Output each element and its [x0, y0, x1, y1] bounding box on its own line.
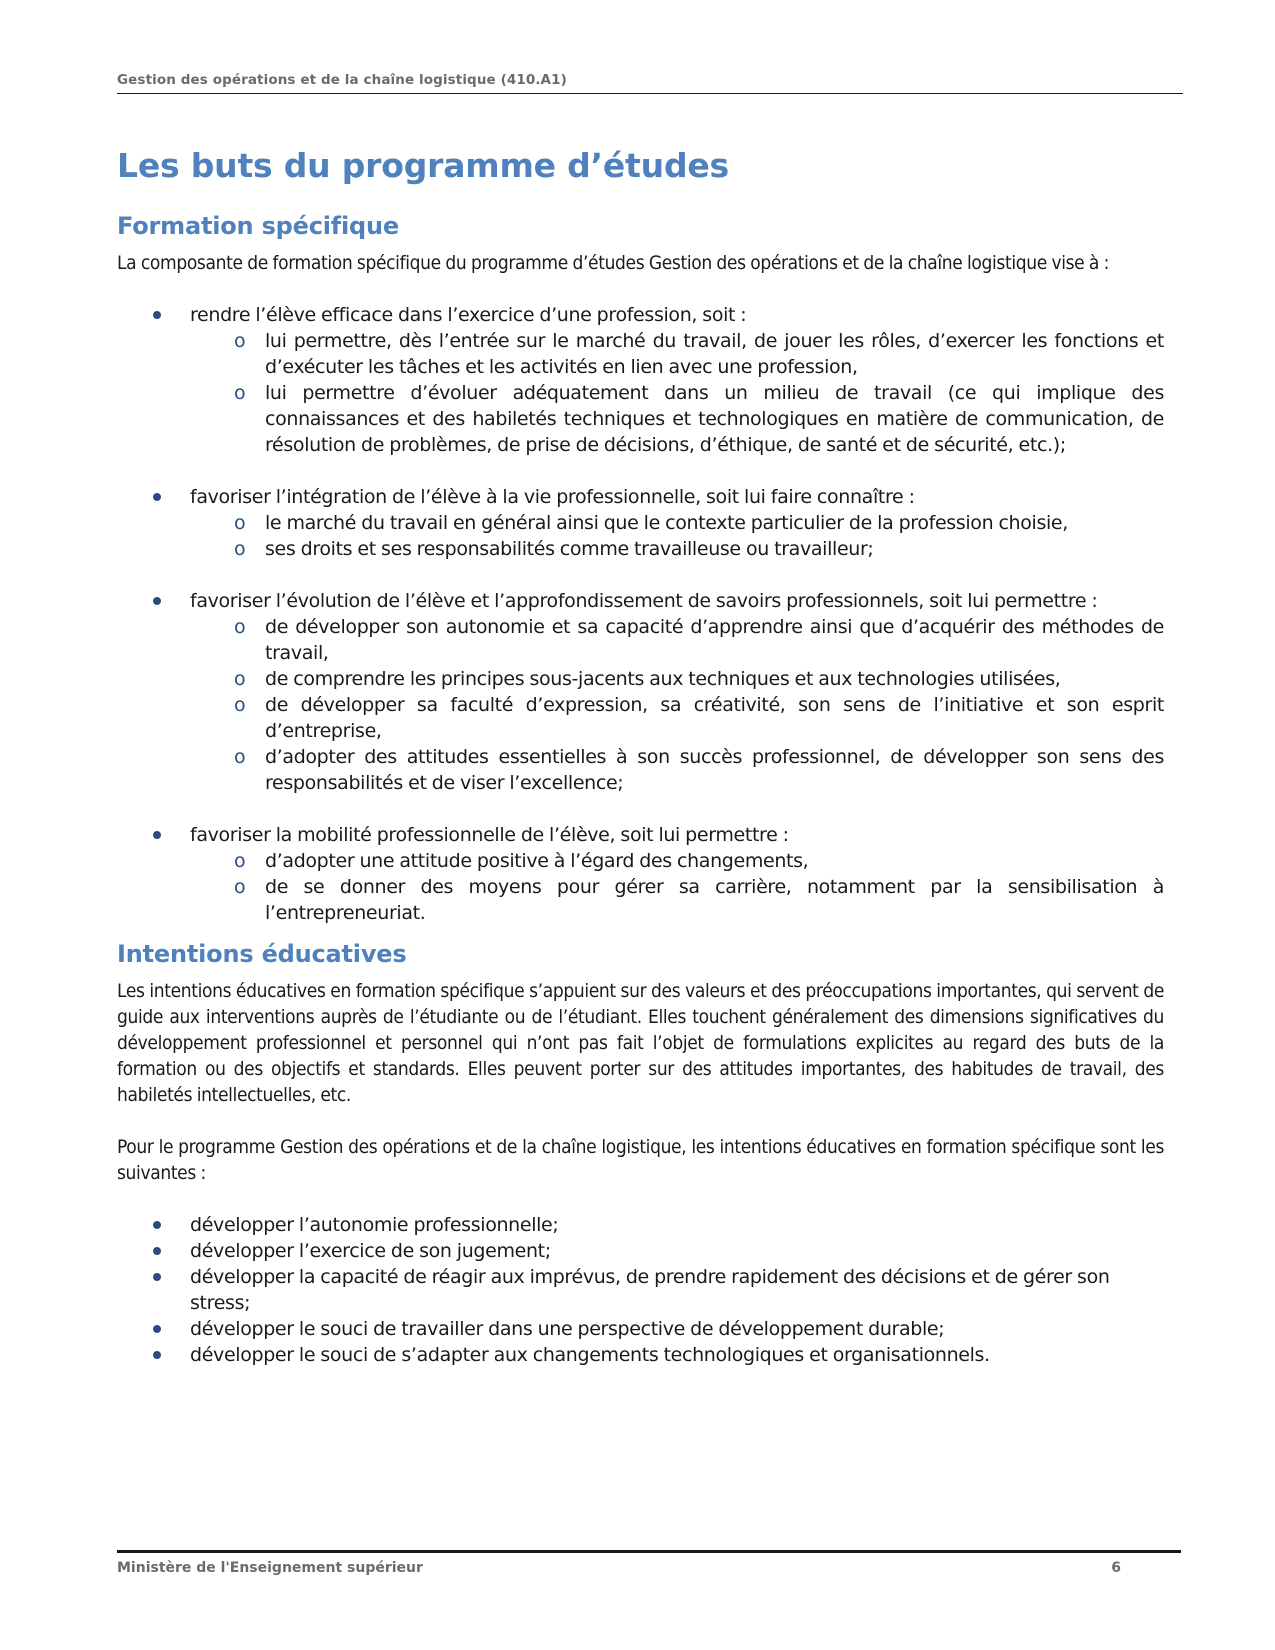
goal-subitem-text: d’adopter une attitude positive à l’égard des changements, [265, 850, 809, 872]
circle-bullet-icon: o [234, 876, 246, 898]
intention-item [117, 1212, 1164, 1238]
bullet-icon [153, 597, 161, 605]
intentions-list [117, 1212, 1164, 1368]
circle-bullet-icon: o [234, 668, 246, 690]
list-spacer [117, 458, 1164, 484]
intention-item-text: développer le souci de travailler dans une perspective de développement durable; [190, 1318, 945, 1340]
intention-item [117, 1316, 1164, 1342]
goal-subitem-text: lui permettre d’évoluer adéquatement dans un milieu de travail (ce qui implique des connaissances et des habiletés techniques et technologiques en matière de communication, de résolution de problèmes, de prise de décisions, d’éthique, de santé et de sécurité, etc.); [265, 382, 1164, 456]
circle-bullet-icon: o [234, 512, 246, 534]
bullet-icon [153, 311, 161, 319]
goal-subitem [190, 744, 1164, 796]
intention-item [117, 1238, 1164, 1264]
intention-item-text: développer le souci de s’adapter aux changements technologiques et organisationnels. [190, 1344, 990, 1366]
goal-subitem [190, 328, 1164, 380]
section1-intro: La composante de formation spécifique du programme d’études Gestion des opérations et de la chaîne logistique vise à : [117, 252, 1110, 274]
section2-paragraph-2: Pour le programme Gestion des opérations et de la chaîne logistique, les intentions éducatives en formation spécifique sont les suivantes : [117, 1136, 1164, 1184]
goal-item [117, 484, 1164, 562]
intention-item-text: développer l’autonomie professionnelle; [190, 1214, 559, 1236]
section2-paragraph-1: Les intentions éducatives en formation spécifique s’appuient sur des valeurs et des préoccupations importantes, qui servent de guide aux interventions auprès de l’étudiante ou de l’étudiant. Elles touchent généralement des dimensions significatives du développement professionnel et personnel qui n’ont pas fait l’objet de formulations explicites au regard des buts de la formation ou des objectifs et standards. Elles peuvent porter sur des attitudes importantes, des habitudes de travail, des habiletés intellectuelles, etc. [117, 980, 1164, 1106]
goal-item-text: favoriser l’intégration de l’élève à la vie professionnelle, soit lui faire connaître : [190, 486, 915, 508]
goal-sublist [190, 614, 1164, 796]
footer-organization: Ministère de l'Enseignement supérieur [117, 1560, 423, 1576]
page-title: Les buts du programme d’études [117, 146, 729, 185]
goal-sublist [190, 510, 1164, 562]
goal-item [117, 588, 1164, 796]
section-heading-intentions-educatives: Intentions éducatives [117, 940, 407, 968]
intention-item-text: développer l’exercice de son jugement; [190, 1240, 551, 1262]
circle-bullet-icon: o [234, 538, 246, 560]
goal-item-text: rendre l’élève efficace dans l’exercice d’une profession, soit : [190, 304, 747, 326]
intention-item [117, 1264, 1164, 1316]
goal-item [117, 822, 1164, 926]
circle-bullet-icon: o [234, 850, 246, 872]
goal-subitem-text: le marché du travail en général ainsi que le contexte particulier de la profession choisie, [265, 512, 1068, 534]
running-header [117, 72, 1183, 94]
goal-subitem [190, 536, 1164, 562]
goal-subitem [190, 510, 1164, 536]
goal-subitem-text: de comprendre les principes sous-jacents aux techniques et aux technologies utilisées, [265, 668, 1061, 690]
circle-bullet-icon: o [234, 330, 246, 352]
section-heading-formation-specifique: Formation spécifique [117, 212, 399, 240]
list-spacer [117, 796, 1164, 822]
goals-list [117, 302, 1164, 926]
goal-subitem-text: de se donner des moyens pour gérer sa carrière, notamment par la sensibilisation à l’entrepreneuriat. [265, 876, 1164, 924]
list-spacer [117, 562, 1164, 588]
goal-item-text: favoriser la mobilité professionnelle de l’élève, soit lui permettre : [190, 824, 789, 846]
circle-bullet-icon: o [234, 382, 246, 404]
goal-subitem [190, 874, 1164, 926]
goal-subitem [190, 380, 1164, 458]
intention-item-text: développer la capacité de réagir aux imprévus, de prendre rapidement des décisions et de gérer son stress; [190, 1266, 1110, 1314]
circle-bullet-icon: o [234, 616, 246, 638]
bullet-icon [153, 1247, 161, 1255]
goal-subitem [190, 666, 1164, 692]
goal-subitem-text: de développer son autonomie et sa capacité d’apprendre ainsi que d’acquérir des méthodes de travail, [265, 616, 1164, 664]
bullet-icon [153, 493, 161, 501]
bullet-icon [153, 831, 161, 839]
goal-subitem [190, 848, 1164, 874]
bullet-icon [153, 1273, 161, 1281]
page-number: 6 [1111, 1560, 1121, 1576]
goal-item-text: favoriser l’évolution de l’élève et l’approfondissement de savoirs professionnels, soit lui permettre : [190, 590, 1098, 612]
bullet-icon [153, 1351, 161, 1359]
main-content [117, 212, 1164, 1368]
bullet-icon [153, 1221, 161, 1229]
goal-item [117, 302, 1164, 458]
goal-subitem-text: lui permettre, dès l’entrée sur le marché du travail, de jouer les rôles, d’exercer les fonctions et d’exécuter les tâches et les activités en lien avec une profession, [265, 330, 1164, 378]
goal-sublist [190, 848, 1164, 926]
circle-bullet-icon: o [234, 746, 246, 768]
goal-subitem-text: de développer sa faculté d’expression, sa créativité, son sens de l’initiative et son esprit d’entreprise, [265, 694, 1164, 742]
goal-subitem-text: ses droits et ses responsabilités comme travailleuse ou travailleur; [265, 538, 874, 560]
bullet-icon [153, 1325, 161, 1333]
goal-sublist [190, 328, 1164, 458]
goal-subitem [190, 614, 1164, 666]
goal-subitem [190, 692, 1164, 744]
running-footer [117, 1550, 1181, 1576]
running-header-title: Gestion des opérations et de la chaîne logistique (410.A1) [117, 72, 567, 88]
circle-bullet-icon: o [234, 694, 246, 716]
goal-subitem-text: d’adopter des attitudes essentielles à son succès professionnel, de développer son sens des responsabilités et de viser l’excellence; [265, 746, 1164, 794]
intention-item [117, 1342, 1164, 1368]
